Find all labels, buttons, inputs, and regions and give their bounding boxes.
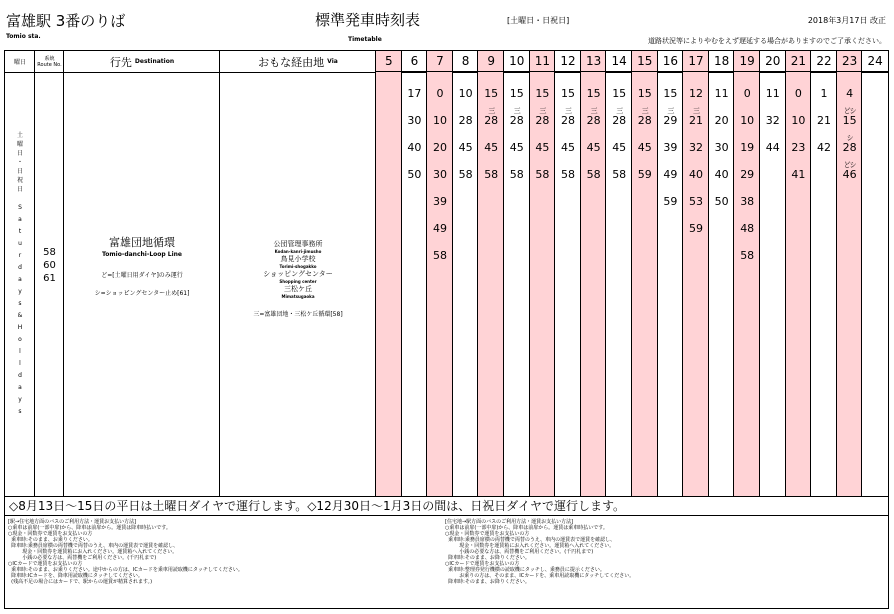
fare-instruction-line: ○現金・回数券で運賃をお支払いの方 bbox=[8, 531, 93, 537]
station-romaji: Tomio sta. bbox=[6, 33, 41, 40]
day-header: 曜日 bbox=[13, 59, 26, 66]
hour-header: 23 bbox=[837, 51, 863, 72]
fare-instruction-line: 小銭の必要な方は、両替機をご利用ください。(千円札まで) bbox=[445, 549, 594, 555]
day-label-char: y bbox=[18, 396, 22, 403]
day-label-char: a bbox=[18, 216, 22, 223]
destination-note: シ=ショッピングセンター止め[61] bbox=[94, 290, 190, 297]
departure-minute: 58 bbox=[509, 168, 524, 181]
destination-header bbox=[64, 51, 220, 72]
hour-header: 18 bbox=[709, 51, 735, 72]
departure-minute: 15 bbox=[561, 87, 575, 100]
departure-minute: 30 bbox=[407, 114, 422, 127]
hour-header: 22 bbox=[811, 51, 837, 72]
departure-minute: 40 bbox=[407, 141, 422, 154]
departure-minute: 45 bbox=[458, 141, 473, 154]
departure-mark: 三 bbox=[590, 107, 597, 115]
hour-header: 24 bbox=[862, 51, 888, 72]
route-header bbox=[35, 51, 64, 72]
hour-column bbox=[862, 51, 888, 496]
day-label-char: 祝 bbox=[16, 177, 23, 184]
day-label-char: d bbox=[18, 372, 22, 379]
hour-header: 10 bbox=[504, 51, 530, 72]
day-label-char: & bbox=[17, 312, 23, 319]
fare-instruction-line: ○現金・回数券で運賃をお支払いの方 bbox=[445, 531, 530, 537]
hour-header: 12 bbox=[555, 51, 581, 72]
route-number: 61 bbox=[43, 273, 56, 284]
hour-header: 8 bbox=[453, 51, 479, 72]
hour-column bbox=[376, 51, 402, 496]
fare-instruction-line: お乗りの方は、そのまま、ICカードを、乗車用読取機にタッチしてください。 bbox=[445, 573, 635, 579]
fare-instruction-line: [住宅地→駅方面のバスのご利用方法・運賃お支払い方法] bbox=[445, 519, 574, 525]
departure-minute: 29 bbox=[663, 114, 678, 127]
departure-minute: 40 bbox=[689, 168, 703, 181]
day-label-char: 曜 bbox=[16, 141, 23, 148]
fare-instruction-line: 降車時:そのまま、お降りください。 bbox=[445, 579, 530, 585]
day-label-char: t bbox=[18, 228, 22, 235]
hour-header: 5 bbox=[376, 51, 402, 72]
departure-minute: 38 bbox=[740, 195, 755, 208]
departure-minute: 15 bbox=[612, 87, 627, 100]
hour-header: 13 bbox=[581, 51, 607, 72]
departure-minute: 30 bbox=[714, 141, 729, 154]
delay-notice: 道路状況等によりやむをえず遅延する場合がありますのでご了承ください。 bbox=[648, 37, 886, 45]
hour-header: 20 bbox=[760, 51, 786, 72]
departure-mark: どシ bbox=[843, 107, 856, 115]
hour-header: 21 bbox=[786, 51, 812, 72]
fare-instruction-line: [駅→住宅地方面のバスのご利用方法・運賃お支払い方法] bbox=[8, 519, 137, 525]
via-block bbox=[220, 239, 376, 318]
day-label-char: u bbox=[18, 240, 22, 247]
departure-mark: 三 bbox=[667, 107, 674, 115]
hour-header: 17 bbox=[683, 51, 709, 72]
departure-minute: 28 bbox=[458, 114, 473, 127]
departure-minute: 10 bbox=[740, 114, 755, 127]
fare-instruction-line: 乗車時:乗務員席横の両替機で両替のうえ、車内の運賃表で運賃を確認し、 bbox=[445, 537, 616, 543]
departure-minute: 59 bbox=[689, 222, 703, 235]
via-stop: 鳥見小学校 bbox=[280, 255, 316, 263]
via-stop-en: Shopping center bbox=[279, 279, 317, 284]
departure-minute: 15 bbox=[484, 87, 499, 100]
revision-date: 2018年3月17日 改正 bbox=[807, 16, 886, 25]
departure-minute: 58 bbox=[740, 249, 755, 262]
via-header-jp: おもな経由地 bbox=[258, 55, 325, 69]
day-label bbox=[5, 131, 35, 418]
day-label-char: y bbox=[18, 288, 22, 295]
departure-mark: 三 bbox=[539, 107, 546, 115]
departure-minute: 28 bbox=[842, 141, 857, 154]
departure-mark: 三 bbox=[693, 107, 699, 115]
departure-minute: 15 bbox=[535, 87, 550, 100]
destination-header-jp: 行先 bbox=[109, 55, 132, 69]
departure-minute: 45 bbox=[612, 141, 627, 154]
page-title-en: Timetable bbox=[348, 36, 382, 43]
day-label-char: d bbox=[18, 264, 22, 271]
departure-mark: 三 bbox=[616, 107, 623, 115]
destination-block bbox=[64, 234, 220, 297]
route-header-en: Route No. bbox=[37, 61, 62, 68]
departure-mark: 三 bbox=[488, 107, 495, 115]
departure-minute: 4 bbox=[846, 87, 854, 100]
departure-minute: 28 bbox=[535, 114, 550, 127]
fare-instruction-line: ○乗車は前扉(一部中扉)から、降車は前扉から。運賃は乗車時払いです。 bbox=[445, 525, 608, 531]
departure-minute: 45 bbox=[484, 141, 499, 154]
departure-minute: 40 bbox=[714, 168, 729, 181]
departure-minute: 10 bbox=[791, 114, 806, 127]
route-header-jp: 系統 bbox=[44, 55, 55, 62]
departure-minute: 15 bbox=[637, 87, 652, 100]
departure-minute: 45 bbox=[535, 141, 550, 154]
hour-header: 9 bbox=[478, 51, 504, 72]
departure-minute: 20 bbox=[433, 141, 447, 154]
day-label-char: 日 bbox=[16, 168, 23, 175]
route-numbers bbox=[35, 246, 64, 285]
departure-minute: 45 bbox=[509, 141, 524, 154]
hour-header: 14 bbox=[606, 51, 632, 72]
departure-minute: 21 bbox=[817, 114, 831, 127]
via-note: 三=富雄団地・三松ケ丘循環[58] bbox=[253, 311, 343, 318]
route-number: 58 bbox=[43, 247, 56, 258]
departure-mark: 三 bbox=[565, 107, 571, 115]
departure-minute: 58 bbox=[535, 168, 550, 181]
departure-minute: 11 bbox=[714, 87, 729, 100]
fare-instruction-line: 乗車時:整理券発行機横の読取機にタッチし、乗務員に提示ください。 bbox=[445, 567, 605, 573]
departure-minute: 49 bbox=[663, 168, 678, 181]
departure-minute: 44 bbox=[765, 141, 780, 154]
departure-minute: 28 bbox=[612, 114, 627, 127]
departure-minute: 58 bbox=[484, 168, 499, 181]
departure-minute: 39 bbox=[433, 195, 447, 208]
destination-name-en: Tomio-danchi-Loop Line bbox=[101, 251, 182, 258]
departure-minute: 20 bbox=[714, 114, 729, 127]
departure-minute: 0 bbox=[743, 87, 751, 100]
hour-header: 15 bbox=[632, 51, 658, 72]
departure-minute: 10 bbox=[458, 87, 473, 100]
via-header-en: Via bbox=[327, 58, 338, 65]
departure-minute: 58 bbox=[433, 249, 447, 262]
departure-mark: シ bbox=[846, 134, 853, 142]
departure-minute: 10 bbox=[433, 114, 447, 127]
hour-header: 16 bbox=[658, 51, 684, 72]
departure-minute: 32 bbox=[689, 141, 703, 154]
departure-minute: 45 bbox=[561, 141, 575, 154]
operation-notice: ◇8月13日～15日の平日は土曜日ダイヤで運行します。◇12月30日～1月3日の間は、日祝日ダイヤで運行します。 bbox=[4, 496, 889, 516]
departure-minute: 28 bbox=[484, 114, 499, 127]
day-label-spacer bbox=[5, 194, 35, 202]
destination-note: ど=[土曜日用ダイヤ]のみ運行 bbox=[101, 272, 183, 279]
fare-instruction-line: 降車時:ICカードを、降車用読取機にタッチしてください。 bbox=[8, 573, 143, 579]
day-label-char: 土 bbox=[16, 132, 23, 139]
fare-instruction-line: 現金・回数券を運賃箱にお入れください。運賃箱へ入れてください。 bbox=[8, 549, 178, 555]
departure-minute: 15 bbox=[586, 87, 601, 100]
departure-minute: 28 bbox=[637, 114, 652, 127]
departure-minute: 58 bbox=[586, 168, 601, 181]
departure-mark: どシ bbox=[843, 161, 856, 169]
departure-minute: 28 bbox=[586, 114, 601, 127]
destination-header-en: Destination bbox=[134, 58, 175, 65]
departure-minute: 0 bbox=[794, 87, 802, 100]
departure-minute: 30 bbox=[433, 168, 447, 181]
fare-instruction-line: ○乗車は前扉(一部中扉)から、降車は前扉から。運賃は降車時払いです。 bbox=[8, 525, 171, 531]
destination-name: 富雄団地循環 bbox=[109, 236, 175, 249]
departure-minute: 23 bbox=[791, 141, 806, 154]
departure-minute: 32 bbox=[765, 114, 780, 127]
day-label-char: 日 bbox=[16, 186, 23, 193]
via-stop-en: Mimatsugaoka bbox=[281, 294, 315, 299]
departure-mark: 三 bbox=[641, 107, 648, 115]
fare-instruction-line: 降車時:そのまま、お降りください。 bbox=[445, 555, 530, 561]
departure-minute: 41 bbox=[791, 168, 806, 181]
departure-minute: 50 bbox=[407, 168, 422, 181]
day-label-char: a bbox=[18, 384, 22, 391]
fare-instructions bbox=[4, 516, 889, 609]
via-stop-en: Kodan-kanri-jimusho bbox=[274, 249, 322, 254]
fare-instruction-line: 降車時:乗務員席横の両替機で両替のうえ、車内の運賃表で運賃を確認し、 bbox=[8, 543, 179, 549]
day-label-char: s bbox=[18, 300, 22, 307]
departure-minute: 11 bbox=[765, 87, 780, 100]
fare-instruction-line: ○ICカードで運賃をお支払いの方 bbox=[8, 561, 83, 567]
day-label-char: a bbox=[18, 276, 22, 283]
day-label-char: 日 bbox=[16, 150, 23, 157]
departure-minute: 15 bbox=[509, 87, 524, 100]
via-stop: 三松ケ丘 bbox=[284, 285, 312, 293]
via-stop-en: Torimi-shogakko bbox=[279, 264, 317, 269]
departure-minute: 50 bbox=[714, 195, 729, 208]
departure-minute: 58 bbox=[458, 168, 473, 181]
departure-minute: 17 bbox=[407, 87, 422, 100]
departure-minute: 39 bbox=[663, 141, 678, 154]
departure-minute: 1 bbox=[820, 87, 828, 100]
departure-minute: 53 bbox=[689, 195, 703, 208]
page-title: 標準発車時刻表 bbox=[315, 11, 421, 29]
via-stop: ショッピングセンター bbox=[263, 270, 333, 278]
departure-minute: 42 bbox=[817, 141, 831, 154]
departure-minute: 21 bbox=[689, 114, 703, 127]
fare-instruction-line: ○ICカードで運賃をお支払いの方 bbox=[445, 561, 520, 567]
fare-instruction-line: 乗車時:そのまま、お乗りください。 bbox=[8, 537, 93, 543]
day-label-char: S bbox=[18, 204, 22, 211]
hour-header: 19 bbox=[734, 51, 760, 72]
departure-minute: 19 bbox=[740, 141, 755, 154]
fare-instructions-left bbox=[8, 519, 428, 585]
departure-minute: 0 bbox=[436, 87, 444, 100]
day-label-char: l bbox=[19, 360, 21, 367]
timetable bbox=[4, 50, 889, 497]
day-label-char: r bbox=[18, 252, 22, 259]
departure-minute: 46 bbox=[842, 168, 857, 181]
via-stop: 公団管理事務所 bbox=[273, 240, 323, 248]
page-header bbox=[0, 0, 894, 50]
departure-minute: 48 bbox=[740, 222, 755, 235]
via-header bbox=[220, 51, 376, 72]
departure-minute: 58 bbox=[561, 168, 575, 181]
departure-minute: 59 bbox=[637, 168, 652, 181]
hour-header: 7 bbox=[427, 51, 453, 72]
departure-minute: 12 bbox=[689, 87, 703, 100]
hour-header: 6 bbox=[402, 51, 428, 72]
day-type: [土曜日・日祝日] bbox=[507, 16, 570, 25]
departure-minute: 58 bbox=[612, 168, 627, 181]
day-label-char: H bbox=[17, 324, 23, 331]
departure-minute: 29 bbox=[740, 168, 755, 181]
station-name: 富雄駅 3番のりば bbox=[6, 12, 126, 30]
fare-instruction-line: (残高不足の場合にはカードで、駅からの運賃が精算されます。) bbox=[8, 579, 153, 585]
departure-minute: 15 bbox=[663, 87, 678, 100]
fare-instructions-right bbox=[445, 519, 865, 585]
departure-minute: 28 bbox=[561, 114, 575, 127]
day-label-char: l bbox=[19, 348, 21, 355]
departure-mark: 三 bbox=[513, 107, 520, 115]
fare-instruction-line: 現金・回数券を運賃箱にお入れください。運賃箱へ入れてください。 bbox=[445, 543, 615, 549]
fare-instruction-line: 小銭の必要な方は、両替機をご利用ください。(千円札まで) bbox=[8, 555, 157, 561]
day-label-char: o bbox=[18, 336, 22, 343]
day-label-char: ・ bbox=[16, 159, 23, 166]
departure-minute: 49 bbox=[433, 222, 447, 235]
fare-instruction-line: 乗車時:そのまま、お乗りください。途中からの方は、ICカードを乗車用読取機にタッチしてください。 bbox=[8, 567, 243, 573]
day-label-char: s bbox=[18, 408, 22, 415]
route-number: 60 bbox=[43, 260, 56, 271]
departure-minute: 45 bbox=[586, 141, 601, 154]
departure-minute: 28 bbox=[509, 114, 524, 127]
departure-minute: 59 bbox=[663, 195, 678, 208]
departure-minute: 45 bbox=[637, 141, 652, 154]
hour-header: 11 bbox=[530, 51, 556, 72]
departure-minute: 15 bbox=[842, 114, 857, 127]
